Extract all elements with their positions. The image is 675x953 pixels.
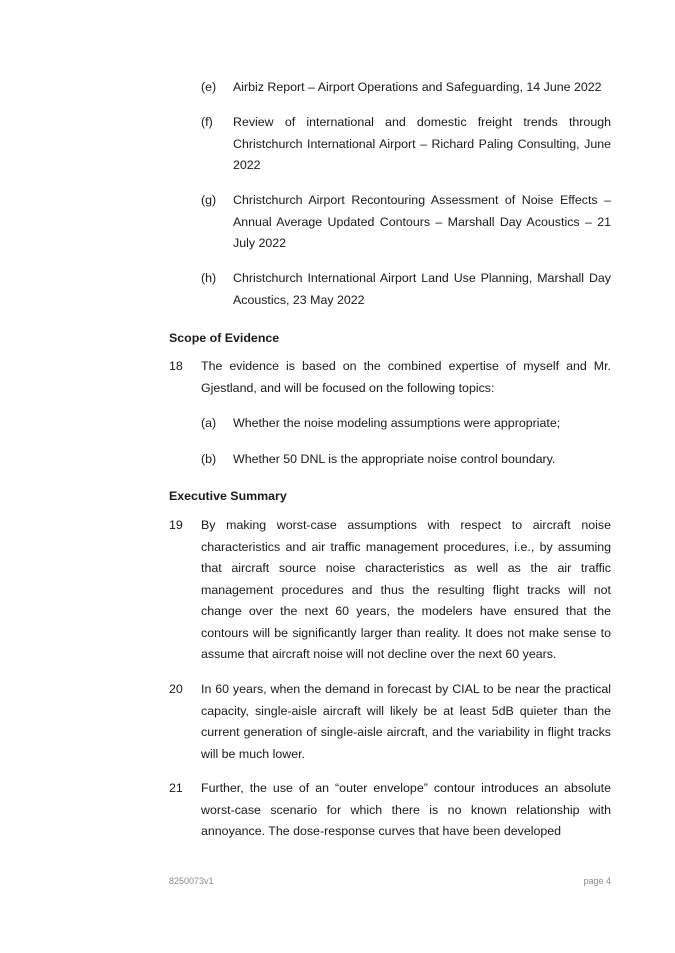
list-item-text: Review of international and domestic freight trends through Christchurch International Airport – Richard Paling Consulting, June 2022 xyxy=(233,115,611,172)
paragraph-19 xyxy=(169,515,611,666)
paragraph-20 xyxy=(169,679,611,765)
list-item-a xyxy=(201,413,611,435)
list-item-text: Christchurch Airport Recontouring Assessment of Noise Effects – Annual Average Updated Contours – Marshall Day Acoustics – 21 July 2022 xyxy=(233,193,611,250)
list-item-b xyxy=(201,449,611,471)
footer-doc-id: 8250073v1 xyxy=(169,876,214,886)
list-item-label: (g) xyxy=(201,193,217,207)
paragraph-text: In 60 years, when the demand in forecast by CIAL to be near the practical capacity, single-aisle aircraft will likely be at least 5dB quieter than the current generation of single-aisle aircraft, and the variability in flight tracks will be much lower. xyxy=(201,682,611,761)
paragraph-text: Further, the use of an “outer envelope” contour introduces an absolute worst-case scenario for which there is no known relationship with annoyance. The dose-response curves that have been developed xyxy=(201,781,611,838)
list-item-label: (a) xyxy=(201,416,217,430)
list-item-g xyxy=(201,190,611,255)
list-item-label: (h) xyxy=(201,271,217,285)
list-item-text: Airbiz Report – Airport Operations and Safeguarding, 14 June 2022 xyxy=(233,80,602,94)
paragraph-text: The evidence is based on the combined expertise of myself and Mr. Gjestland, and will be focused on the following topics: xyxy=(201,359,611,395)
paragraph-18 xyxy=(169,356,611,399)
section-heading-summary: Executive Summary xyxy=(169,489,287,503)
list-item-e xyxy=(201,77,611,99)
section-heading-scope: Scope of Evidence xyxy=(169,331,280,345)
paragraph-21 xyxy=(169,778,611,843)
paragraph-number: 18 xyxy=(169,359,183,373)
list-item-f xyxy=(201,112,611,177)
list-item-text: Whether the noise modeling assumptions were appropriate; xyxy=(233,416,561,430)
list-item-label: (b) xyxy=(201,452,217,466)
paragraph-text: By making worst-case assumptions with respect to aircraft noise characteristics and air traffic management procedures, i.e., by assuming that aircraft source noise characteristics as well as the air traffic management procedures and thus the resulting flight tracks will not change over the next 60 years, the modelers have ensured that the contours will be significantly larger than reality. It does not make sense to assume that aircraft noise will not decline over the next 60 years. xyxy=(201,518,611,661)
list-item-h xyxy=(201,268,611,311)
paragraph-number: 19 xyxy=(169,518,183,532)
footer-page-number: page 4 xyxy=(583,876,611,886)
paragraph-number: 20 xyxy=(169,682,183,696)
list-item-label: (e) xyxy=(201,80,217,94)
paragraph-number: 21 xyxy=(169,781,183,795)
list-item-label: (f) xyxy=(201,115,213,129)
list-item-text: Christchurch International Airport Land Use Planning, Marshall Day Acoustics, 23 May 2022 xyxy=(233,271,611,307)
list-item-text: Whether 50 DNL is the appropriate noise control boundary. xyxy=(233,452,556,466)
